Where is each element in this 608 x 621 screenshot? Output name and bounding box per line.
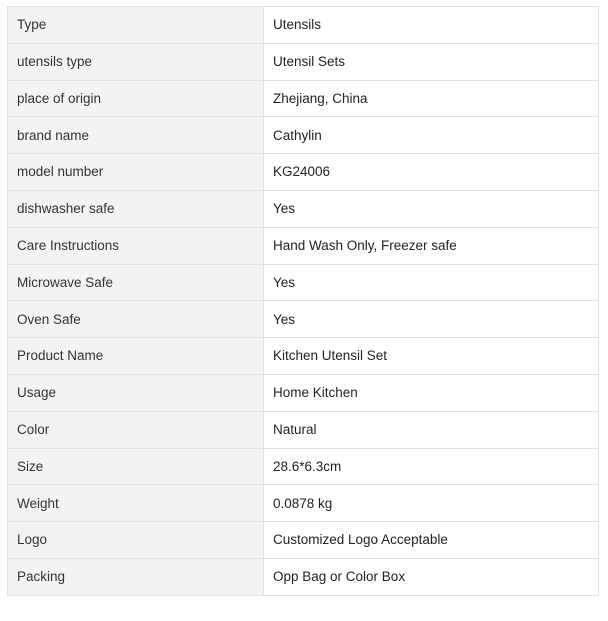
spec-key-microwave-safe: Microwave Safe xyxy=(8,264,264,301)
spec-value-oven-safe: Yes xyxy=(264,301,599,338)
table-row-size xyxy=(8,448,599,485)
table-row-place-of-origin xyxy=(8,80,599,117)
table-row-microwave-safe xyxy=(8,264,599,301)
spec-key-color: Color xyxy=(8,411,264,448)
table-row-product-name xyxy=(8,338,599,375)
table-row-care-instructions xyxy=(8,227,599,264)
spec-key-utensils-type: utensils type xyxy=(8,43,264,80)
table-row-model-number xyxy=(8,154,599,191)
spec-key-logo: Logo xyxy=(8,522,264,559)
spec-key-model-number: model number xyxy=(8,154,264,191)
spec-value-color: Natural xyxy=(264,411,599,448)
spec-value-dishwasher-safe: Yes xyxy=(264,190,599,227)
spec-value-product-name: Kitchen Utensil Set xyxy=(264,338,599,375)
spec-key-brand-name: brand name xyxy=(8,117,264,154)
spec-key-oven-safe: Oven Safe xyxy=(8,301,264,338)
spec-key-usage: Usage xyxy=(8,374,264,411)
spec-value-weight: 0.0878 kg xyxy=(264,485,599,522)
spec-key-size: Size xyxy=(8,448,264,485)
table-row-usage xyxy=(8,374,599,411)
table-row-dishwasher-safe xyxy=(8,190,599,227)
spec-key-care-instructions: Care Instructions xyxy=(8,227,264,264)
spec-key-place-of-origin: place of origin xyxy=(8,80,264,117)
product-spec-table xyxy=(7,6,599,596)
spec-value-place-of-origin: Zhejiang, China xyxy=(264,80,599,117)
spec-key-dishwasher-safe: dishwasher safe xyxy=(8,190,264,227)
spec-value-brand-name: Cathylin xyxy=(264,117,599,154)
spec-value-logo: Customized Logo Acceptable xyxy=(264,522,599,559)
spec-table-body xyxy=(8,7,599,596)
spec-value-care-instructions: Hand Wash Only, Freezer safe xyxy=(264,227,599,264)
spec-value-type: Utensils xyxy=(264,7,599,44)
spec-value-microwave-safe: Yes xyxy=(264,264,599,301)
spec-value-usage: Home Kitchen xyxy=(264,374,599,411)
spec-key-product-name: Product Name xyxy=(8,338,264,375)
table-row-utensils-type xyxy=(8,43,599,80)
table-row-weight xyxy=(8,485,599,522)
table-row-logo xyxy=(8,522,599,559)
table-row-type xyxy=(8,7,599,44)
table-row-packing xyxy=(8,558,599,595)
table-row-color xyxy=(8,411,599,448)
spec-value-utensils-type: Utensil Sets xyxy=(264,43,599,80)
spec-value-packing: Opp Bag or Color Box xyxy=(264,558,599,595)
table-row-brand-name xyxy=(8,117,599,154)
spec-key-weight: Weight xyxy=(8,485,264,522)
spec-key-packing: Packing xyxy=(8,558,264,595)
spec-key-type: Type xyxy=(8,7,264,44)
table-row-oven-safe xyxy=(8,301,599,338)
spec-value-model-number: KG24006 xyxy=(264,154,599,191)
spec-value-size: 28.6*6.3cm xyxy=(264,448,599,485)
